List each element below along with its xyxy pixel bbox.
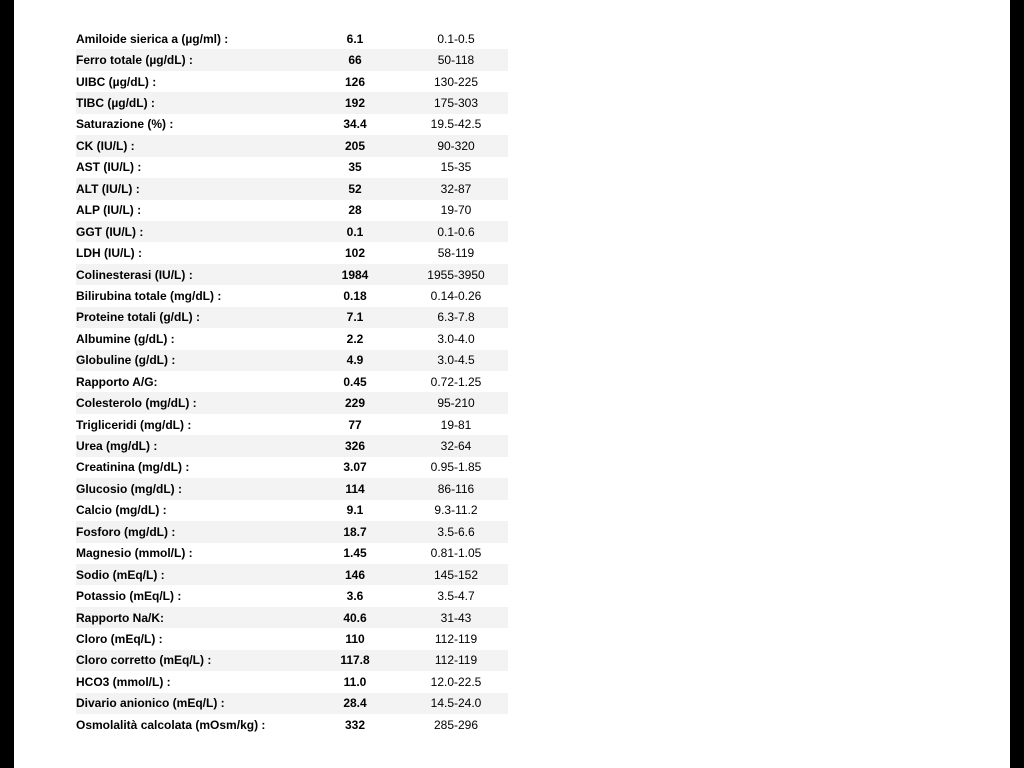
table-row (76, 264, 508, 285)
reference-range: 0.1-0.6 (437, 224, 475, 239)
result-value: 77 (348, 417, 362, 432)
table-row (76, 693, 508, 714)
reference-range: 6.3-7.8 (437, 310, 475, 325)
parameter-name: Trigliceridi (mg/dL) : (76, 417, 192, 432)
parameter-name: Bilirubina totale (mg/dL) : (76, 288, 222, 303)
parameter-name: Potassio (mEq/L) : (76, 589, 182, 604)
parameter-name: Rapporto A/G: (76, 374, 158, 389)
parameter-name: Cloro (mEq/L) : (76, 631, 163, 646)
table-row (76, 628, 508, 649)
reference-range: 0.14-0.26 (430, 288, 482, 303)
reference-range: 145-152 (433, 567, 479, 582)
result-value: 34.4 (343, 117, 367, 132)
reference-range: 50-118 (437, 53, 475, 68)
parameter-name: ALP (IU/L) : (76, 203, 142, 218)
reference-range: 1955-3950 (427, 267, 485, 282)
result-value: 0.18 (343, 288, 367, 303)
reference-range: 130-225 (433, 74, 479, 89)
table-row (76, 521, 508, 542)
table-row (76, 607, 508, 628)
parameter-name: GGT (IU/L) : (76, 224, 144, 239)
table-row (76, 200, 508, 221)
result-value: 1984 (341, 267, 369, 282)
parameter-name: AST (IU/L) : (76, 160, 142, 175)
parameter-name: Sodio (mEq/L) : (76, 567, 165, 582)
result-value: 332 (344, 717, 366, 732)
parameter-name: Magnesio (mmol/L) : (76, 546, 193, 561)
result-value: 9.1 (346, 503, 364, 518)
reference-range: 31-43 (440, 610, 472, 625)
reference-range: 90-320 (437, 138, 475, 153)
parameter-name: Rapporto Na/K: (76, 610, 164, 625)
table-row (76, 157, 508, 178)
result-value: 7.1 (346, 310, 364, 325)
table-row (76, 371, 508, 392)
table-row (76, 671, 508, 692)
parameter-name: Calcio (mg/dL) : (76, 503, 167, 518)
reference-range: 3.5-6.6 (437, 524, 475, 539)
reference-range: 112-119 (434, 653, 478, 668)
table-row (76, 500, 508, 521)
reference-range: 3.5-4.7 (437, 589, 475, 604)
reference-range: 3.0-4.5 (437, 353, 475, 368)
table-row (76, 92, 508, 113)
table-row (76, 49, 508, 70)
table-row (76, 564, 508, 585)
result-value: 126 (344, 74, 366, 89)
result-value: 18.7 (343, 524, 367, 539)
table-row (76, 307, 508, 328)
table-row (76, 478, 508, 499)
result-value: 110 (345, 631, 365, 646)
reference-range: 0.81-1.05 (430, 546, 482, 561)
reference-range: 32-87 (440, 181, 472, 196)
result-value: 205 (344, 138, 366, 153)
result-value: 11.0 (343, 674, 367, 689)
result-value: 229 (344, 396, 366, 411)
parameter-name: Globuline (g/dL) : (76, 353, 176, 368)
result-value: 3.6 (346, 589, 364, 604)
parameter-name: Divario anionico (mEq/L) : (76, 696, 225, 711)
parameter-name: UIBC (µg/dL) : (76, 74, 157, 89)
reference-range: 0.1-0.5 (437, 31, 475, 46)
table-row (76, 221, 508, 242)
reference-range: 19-81 (440, 417, 472, 432)
parameter-name: TIBC (µg/dL) : (76, 96, 155, 111)
table-row (76, 543, 508, 564)
reference-range: 19-70 (440, 203, 472, 218)
parameter-name: CK (IU/L) : (76, 138, 135, 153)
reference-range: 0.72-1.25 (430, 374, 482, 389)
table-row (76, 457, 508, 478)
table-row (76, 242, 508, 263)
result-value: 6.1 (346, 31, 364, 46)
table-row (76, 178, 508, 199)
result-value: 0.45 (343, 374, 367, 389)
parameter-name: Glucosio (mg/dL) : (76, 481, 182, 496)
result-value: 1.45 (343, 546, 367, 561)
table-row (76, 328, 508, 349)
table-row (76, 435, 508, 456)
result-value: 2.2 (346, 331, 364, 346)
parameter-name: Albumine (g/dL) : (76, 331, 175, 346)
parameter-name: ALT (IU/L) : (76, 181, 140, 196)
reference-range: 3.0-4.0 (437, 331, 475, 346)
reference-range: 112-119 (434, 631, 478, 646)
reference-range: 58-119 (437, 246, 475, 261)
table-row (76, 71, 508, 92)
parameter-name: Saturazione (%) : (76, 117, 174, 132)
table-row (76, 285, 508, 306)
result-value: 4.9 (346, 353, 364, 368)
table-row (76, 114, 508, 135)
result-value: 35 (348, 160, 362, 175)
result-value: 146 (344, 567, 366, 582)
table-row (76, 414, 508, 435)
result-value: 66 (348, 53, 362, 68)
table-row (76, 28, 508, 49)
reference-range: 285-296 (433, 717, 479, 732)
reference-range: 9.3-11.2 (434, 503, 478, 518)
parameter-name: Colesterolo (mg/dL) : (76, 396, 197, 411)
result-value: 3.07 (343, 460, 367, 475)
parameter-name: Cloro corretto (mEq/L) : (76, 653, 212, 668)
table-row (76, 392, 508, 413)
reference-range: 32-64 (440, 439, 472, 454)
reference-range: 15-35 (440, 160, 472, 175)
table-row (76, 350, 508, 371)
result-value: 102 (344, 246, 366, 261)
result-value: 192 (344, 96, 366, 111)
result-value: 0.1 (346, 224, 364, 239)
result-value: 28.4 (343, 696, 367, 711)
reference-range: 175-303 (433, 96, 479, 111)
document-page (14, 0, 1010, 768)
lab-results-table (76, 28, 508, 735)
result-value: 117.8 (340, 653, 370, 668)
parameter-name: Colinesterasi (IU/L) : (76, 267, 193, 282)
result-value: 114 (345, 481, 365, 496)
table-row (76, 135, 508, 156)
parameter-name: Proteine totali (g/dL) : (76, 310, 200, 325)
result-value: 28 (348, 203, 362, 218)
reference-range: 19.5-42.5 (430, 117, 482, 132)
parameter-name: LDH (IU/L) : (76, 246, 142, 261)
result-value: 40.6 (343, 610, 367, 625)
parameter-name: Osmolalità calcolata (mOsm/kg) : (76, 717, 266, 732)
result-value: 326 (344, 439, 366, 454)
parameter-name: HCO3 (mmol/L) : (76, 674, 171, 689)
parameter-name: Ferro totale (µg/dL) : (76, 53, 193, 68)
reference-range: 14.5-24.0 (430, 696, 482, 711)
reference-range: 0.95-1.85 (430, 460, 482, 475)
reference-range: 86-116 (437, 481, 475, 496)
reference-range: 95-210 (437, 396, 475, 411)
table-row (76, 650, 508, 671)
reference-range: 12.0-22.5 (430, 674, 482, 689)
parameter-name: Fosforo (mg/dL) : (76, 524, 176, 539)
table-row (76, 585, 508, 606)
result-value: 52 (348, 181, 362, 196)
parameter-name: Urea (mg/dL) : (76, 439, 158, 454)
parameter-name: Amiloide sierica a (µg/ml) : (76, 31, 229, 46)
table-row (76, 714, 508, 735)
parameter-name: Creatinina (mg/dL) : (76, 460, 190, 475)
